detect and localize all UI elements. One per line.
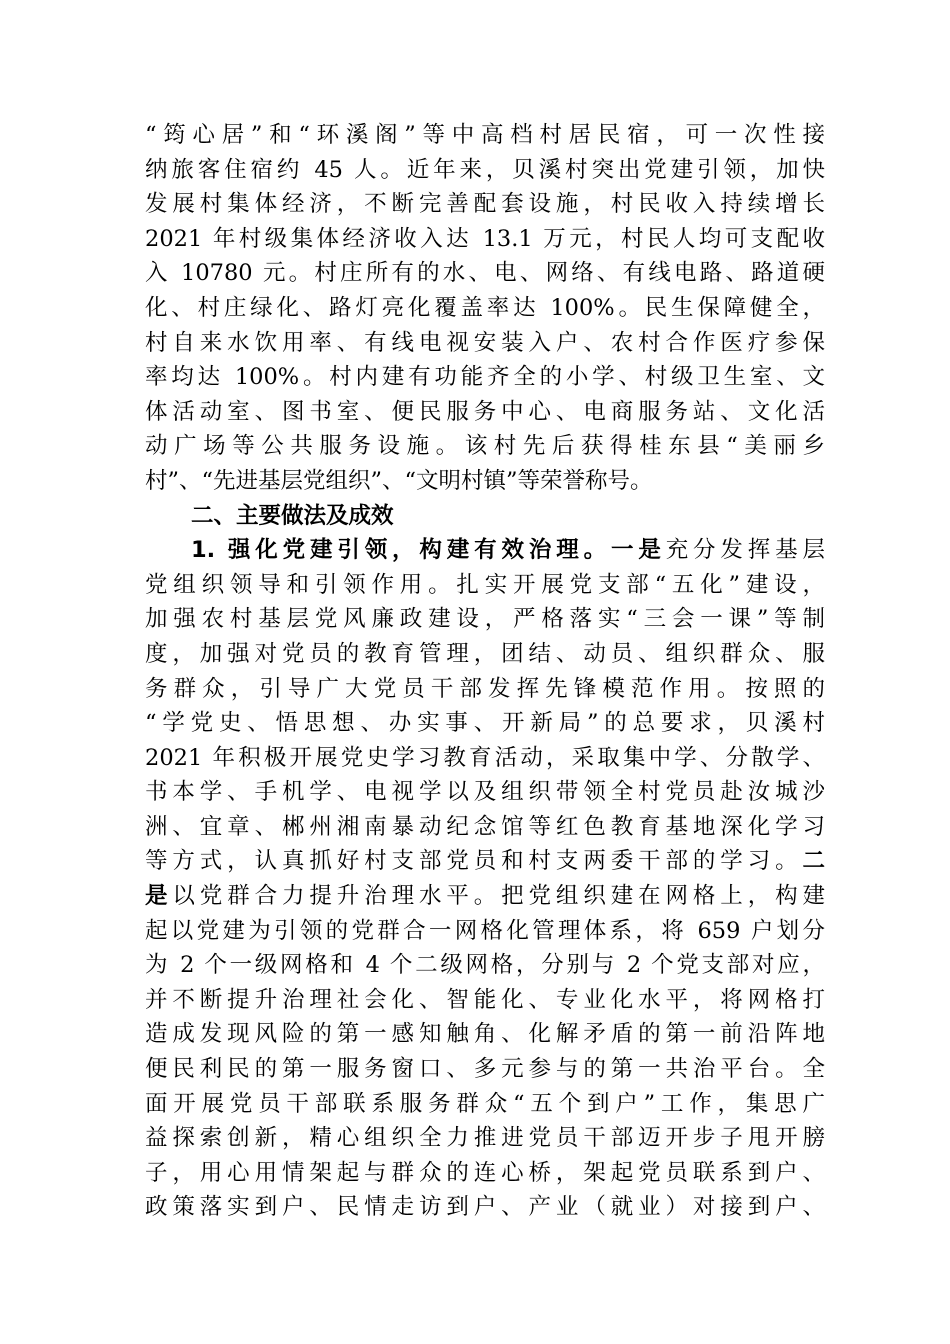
text-line: 化、村庄绿化、路灯亮化覆盖率达 100%。民生保障健全， (145, 294, 825, 321)
text-line: 子，用心用情架起与群众的连心桥，架起党员联系到户、 (145, 1159, 825, 1186)
text-line: 益探索创新，精心组织全力推进党员干部迈开步子甩开膀 (145, 1125, 825, 1152)
text-line (145, 844, 825, 879)
text-line: 纳旅客住宿约 45 人。近年来，贝溪村突出党建引领，加快 (145, 156, 825, 183)
text-line: “学党史、悟思想、办实事、开新局”的总要求，贝溪村 (145, 710, 825, 737)
text-line: 造成发现风险的第一感知触角、化解矛盾的第一前沿阵地 (145, 1021, 825, 1048)
text-line (145, 879, 825, 914)
text-run: 等方式，认真抓好村支部党员和村支两委干部的学习。 (145, 848, 803, 875)
point-marker: 二 (802, 848, 825, 875)
section-heading: 二、主要做法及成效 (191, 502, 394, 529)
subheading-line (145, 533, 825, 568)
text-line: 起以党建为引领的党群合一网格化管理体系，将 659 户划分 (145, 917, 825, 944)
text-line: 便民利民的第一服务窗口、多元参与的第一共治平台。全 (145, 1056, 825, 1083)
text-line: 党组织领导和引领作用。扎实开展党支部“五化”建设， (145, 571, 825, 598)
text-line: 2021 年村级集体经济收入达 13.1 万元，村民人均可支配收 (145, 225, 825, 252)
point-marker: 是 (145, 883, 173, 910)
text-line: 率均达 100%。村内建有功能齐全的小学、村级卫生室、文 (145, 364, 825, 391)
text-line: 洲、宜章、郴州湘南暴动纪念馆等红色教育基地深化学习 (145, 813, 825, 840)
text-line: 加强农村基层党风廉政建设，严格落实“三会一课”等制 (145, 606, 825, 633)
text-line: 体活动室、图书室、便民服务中心、电商服务站、文化活 (145, 398, 825, 425)
point-marker: 一是 (610, 537, 666, 564)
text-line: “筠心居”和“环溪阁”等中高档村居民宿，可一次性接 (145, 122, 825, 148)
text-line: 度，加强对党员的教育管理，团结、动员、组织群众、服 (145, 640, 825, 667)
text-line: 书本学、手机学、电视学以及组织带领全村党员赴汝城沙 (145, 779, 825, 806)
text-line: 2021 年积极开展党史学习教育活动，采取集中学、分散学、 (145, 744, 825, 771)
text-line: 村”、“先进基层党组织”、“文明村镇”等荣誉称号。 (145, 467, 653, 494)
text-line: 并不断提升治理社会化、智能化、专业化水平，将网格打 (145, 986, 825, 1013)
document-body (145, 118, 825, 1225)
text-line: 动广场等公共服务设施。该村先后获得桂东县“美丽乡 (145, 433, 825, 460)
text-line: 政策落实到户、民情走访到户、产业（就业）对接到户、 (145, 1194, 825, 1221)
text-line: 面开展党员干部联系服务群众“五个到户”工作，集思广 (145, 1090, 825, 1117)
sub-heading: 1. 强化党建引领，构建有效治理。 (191, 537, 611, 564)
text-run: 以党群合力提升治理水平。把党组织建在网格上，构建 (172, 883, 825, 910)
text-line: 村自来水饮用率、有线电视安装入户、农村合作医疗参保 (145, 329, 825, 356)
text-line: 务群众，引导广大党员干部发挥先锋模范作用。按照的 (145, 675, 825, 702)
text-line: 入 10780 元。村庄所有的水、电、网络、有线电路、路道硬 (145, 260, 825, 287)
text-run: 充分发挥基层 (665, 537, 825, 564)
text-line: 为 2 个一级网格和 4 个二级网格，分别与 2 个党支部对应， (145, 952, 825, 979)
text-line: 发展村集体经济，不断完善配套设施，村民收入持续增长 (145, 191, 825, 218)
